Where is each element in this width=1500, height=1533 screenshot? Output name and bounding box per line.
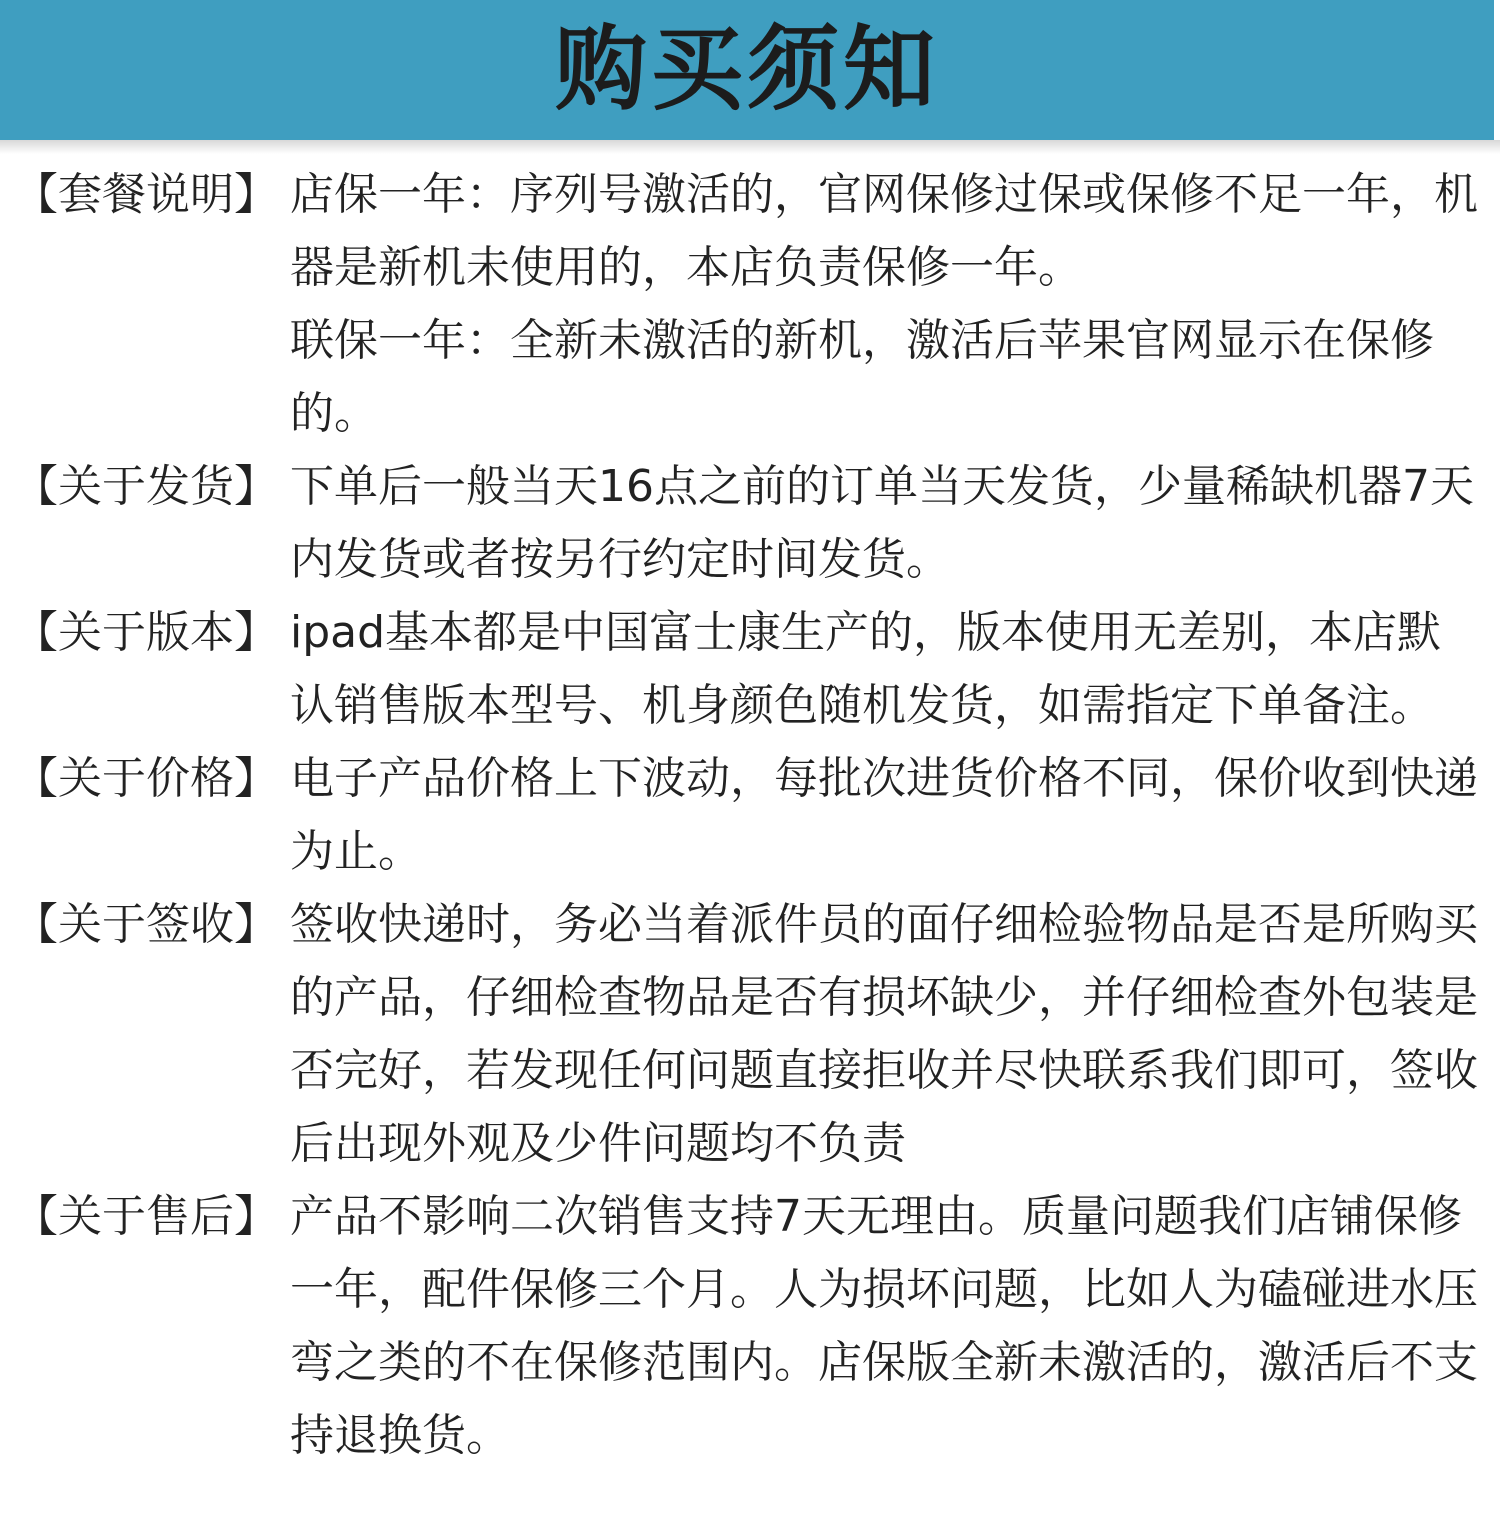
section-body [290,888,1484,1180]
section-label: 【关于签收】 [14,899,278,950]
section-shipping [14,450,1484,596]
section-paragraph: 店保一年：序列号激活的，官网保修过保或保修不足一年，机器是新机未使用的，本店负责保修一年。 [290,169,1478,293]
header-divider [0,140,1500,154]
section-label: 【关于发货】 [14,461,278,512]
section-paragraph: ipad基本都是中国富士康生产的，版本使用无差别，本店默认销售版本型号、机身颜色随机发货，如需指定下单备注。 [290,607,1442,731]
section-after-sales [14,1180,1484,1472]
section-package [14,158,1484,450]
section-body [290,450,1484,596]
section-body [290,596,1484,742]
section-version [14,596,1484,742]
section-paragraph: 下单后一般当天16点之前的订单当天发货，少量稀缺机器7天内发货或者按另行约定时间发货。 [290,461,1474,585]
section-body [290,742,1484,888]
section-signing [14,888,1484,1180]
section-label: 【关于价格】 [14,753,278,804]
section-paragraph: 签收快递时，务必当着派件员的面仔细检验物品是否是所购买的产品，仔细检查物品是否有损坏缺少，并仔细检查外包装是否完好，若发现任何问题直接拒收并尽快联系我们即可，签收后出现外观及少件问题均不负责 [290,899,1478,1169]
section-label: 【关于售后】 [14,1191,278,1242]
section-paragraph: 电子产品价格上下波动，每批次进货价格不同，保价收到快递为止。 [290,753,1478,877]
section-label: 【套餐说明】 [14,169,278,220]
section-paragraph: 产品不影响二次销售支持7天无理由。质量问题我们店铺保修一年，配件保修三个月。人为损坏问题，比如人为磕碰进水压弯之类的不在保修范围内。店保版全新未激活的，激活后不支持退换货。 [290,1191,1478,1461]
section-body [290,1180,1484,1472]
section-paragraph: 联保一年：全新未激活的新机，激活后苹果官网显示在保修的。 [290,315,1434,439]
header-banner [0,0,1494,140]
page-title: 购买须知 [554,16,939,123]
section-label: 【关于版本】 [14,607,278,658]
notice-content [14,158,1484,1472]
section-price [14,742,1484,888]
section-body [290,158,1484,450]
